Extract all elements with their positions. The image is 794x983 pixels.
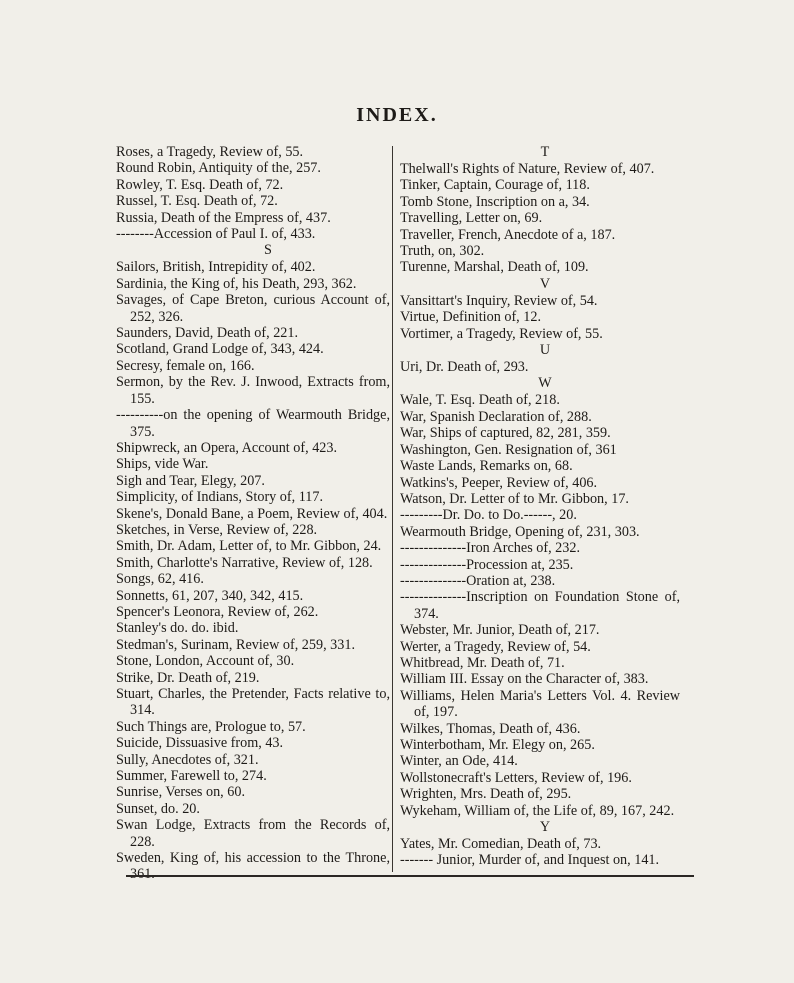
index-entry: Smith, Charlotte's Narrative, Review of, 128. (116, 554, 373, 571)
index-entry: Tomb Stone, Inscription on a, 34. (400, 193, 590, 210)
index-entry: Williams, Helen Maria's Letters Vol. 4. Review of, 197. (400, 687, 680, 721)
index-entry: Russel, T. Esq. Death of, 72. (116, 193, 278, 210)
index-entry: Round Robin, Antiquity of the, 257. (116, 160, 321, 177)
index-entry: Virtue, Definition of, 12. (400, 309, 541, 326)
index-entry: Sermon, by the Rev. J. Inwood, Extracts from, 155. (116, 374, 390, 407)
index-entry: --------------Oration at, 238. (400, 572, 556, 589)
index-entry: Suicide, Dissuasive from, 43. (116, 735, 284, 752)
index-entry: ------- Junior, Murder of, and Inquest on, 141. (400, 852, 660, 869)
index-entry: Shipwreck, an Opera, Account of, 423. (116, 439, 338, 456)
index-entry: ----------on the opening of Wearmouth Bridge, 375. (116, 407, 390, 440)
index-entry: Smith, Dr. Adam, Letter of, to Mr. Gibbon, 24. (116, 538, 382, 555)
index-entry: Wale, T. Esq. Death of, 218. (400, 392, 560, 409)
index-entry: Stedman's, Surinam, Review of, 259, 331. (116, 636, 355, 653)
page-title: INDEX. (356, 104, 438, 126)
index-entry: Saunders, David, Death of, 221. (116, 325, 299, 342)
index-entry: Vansittart's Inquiry, Review of, 54. (400, 292, 598, 309)
index-entry: Sardinia, the King of, his Death, 293, 362. (116, 275, 357, 292)
index-entry: Sonnetts, 61, 207, 340, 342, 415. (116, 587, 304, 604)
index-entry: --------------Inscription on Foundation Stone of, 374. (400, 589, 680, 622)
index-entry: Skene's, Donald Bane, a Poem, Review of, 404. (116, 505, 388, 522)
index-entry: --------------Procession at, 235. (400, 556, 574, 573)
index-entry: Uri, Dr. Death of, 293. (400, 359, 529, 376)
index-entry: Webster, Mr. Junior, Death of, 217. (400, 622, 600, 639)
index-entry: Watson, Dr. Letter of to Mr. Gibbon, 17. (400, 490, 629, 507)
index-entry: Travelling, Letter on, 69. (400, 210, 543, 227)
index-entry: Washington, Gen. Resignation of, 361 (400, 441, 617, 458)
index-entry: Wilkes, Thomas, Death of, 436. (400, 720, 581, 737)
index-entry: Thelwall's Rights of Nature, Review of, 407. (400, 161, 655, 177)
index-entry: Ships, vide War. (116, 456, 209, 473)
index-entry: Such Things are, Prologue to, 57. (116, 718, 306, 735)
index-column-left (116, 144, 390, 883)
index-entry: Stanley's do. do. ibid. (116, 620, 239, 637)
index-entry: William III. Essay on the Character of, 383. (400, 671, 649, 688)
column-divider (392, 146, 393, 872)
index-entry: Secresy, female on, 166. (116, 357, 255, 374)
section-letter: S (264, 242, 272, 259)
index-entry: War, Ships of captured, 82, 281, 359. (400, 425, 611, 442)
index-entry: Wearmouth Bridge, Opening of, 231, 303. (400, 523, 640, 540)
bottom-rule (126, 875, 694, 877)
index-entry: Sailors, British, Intrepidity of, 402. (116, 259, 316, 276)
index-entry: Sigh and Tear, Elegy, 207. (116, 472, 265, 489)
index-entry: Watkins's, Peeper, Review of, 406. (400, 474, 598, 491)
index-entry: Wrighten, Mrs. Death of, 295. (400, 786, 572, 803)
index-entry: Songs, 62, 416. (116, 571, 204, 588)
index-entry: Wykeham, William of, the Life of, 89, 167, 242. (400, 802, 675, 819)
index-entry: Yates, Mr. Comedian, Death of, 73. (400, 836, 602, 853)
index-entry: Simplicity, of Indians, Story of, 117. (116, 489, 324, 506)
index-entry: Stone, London, Account of, 30. (116, 653, 295, 670)
index-entry: Truth, on, 302. (400, 243, 485, 260)
index-entry: Traveller, French, Anecdote of a, 187. (400, 226, 616, 243)
section-letter: T (540, 144, 550, 160)
section-letter: W (538, 375, 552, 392)
index-entry: Winter, an Ode, 414. (400, 753, 518, 770)
index-entry: Summer, Farewell to, 274. (116, 768, 267, 785)
index-entry: Sunset, do. 20. (116, 800, 200, 817)
index-entry: Russia, Death of the Empress of, 437. (116, 209, 331, 226)
index-entry: Roses, a Tragedy, Review of, 55. (116, 144, 304, 160)
index-entry: Sketches, in Verse, Review of, 228. (116, 521, 318, 538)
index-entry: Wollstonecraft's Letters, Review of, 196. (400, 769, 632, 786)
index-entry: Stuart, Charles, the Pretender, Facts relative to, 314. (116, 686, 390, 719)
index-entry: Winterbotham, Mr. Elegy on, 265. (400, 737, 595, 753)
index-entry: Rowley, T. Esq. Death of, 72. (116, 176, 284, 193)
index-entry: Waste Lands, Remarks on, 68. (400, 458, 573, 475)
index-entry: ---------Dr. Do. to Do.------, 20. (400, 507, 577, 524)
index-entry: Werter, a Tragedy, Review of, 54. (400, 638, 591, 655)
index-entry: --------Accession of Paul I. of, 433. (116, 226, 316, 243)
index-entry: Turenne, Marshal, Death of, 109. (400, 259, 589, 276)
index-entry: Whitbread, Mr. Death of, 71. (400, 654, 565, 671)
section-letter: U (539, 342, 551, 359)
index-entry: --------------Iron Arches of, 232. (400, 540, 581, 557)
index-column-right (400, 144, 680, 869)
index-entry: Scotland, Grand Lodge of, 343, 424. (116, 341, 324, 358)
index-entry: Sweden, King of, his accession to the Throne, (116, 850, 390, 867)
section-letter: Y (539, 819, 551, 836)
index-entry: Swan Lodge, Extracts from the Records of, 228. (116, 817, 390, 850)
index-entry: Spencer's Leonora, Review of, 262. (116, 603, 319, 620)
index-entry: Savages, of Cape Breton, curious Account of, 252, 326. (116, 292, 390, 325)
index-entry: War, Spanish Declaration of, 288. (400, 408, 592, 425)
index-entry: Strike, Dr. Death of, 219. (116, 669, 260, 686)
index-entry: Vortimer, a Tragedy, Review of, 55. (400, 325, 603, 342)
index-entry: Sully, Anecdotes of, 321. (116, 751, 259, 768)
section-letter: V (539, 275, 551, 292)
index-entry: Tinker, Captain, Courage of, 118. (400, 177, 590, 194)
index-entry: Sunrise, Verses on, 60. (116, 784, 245, 801)
